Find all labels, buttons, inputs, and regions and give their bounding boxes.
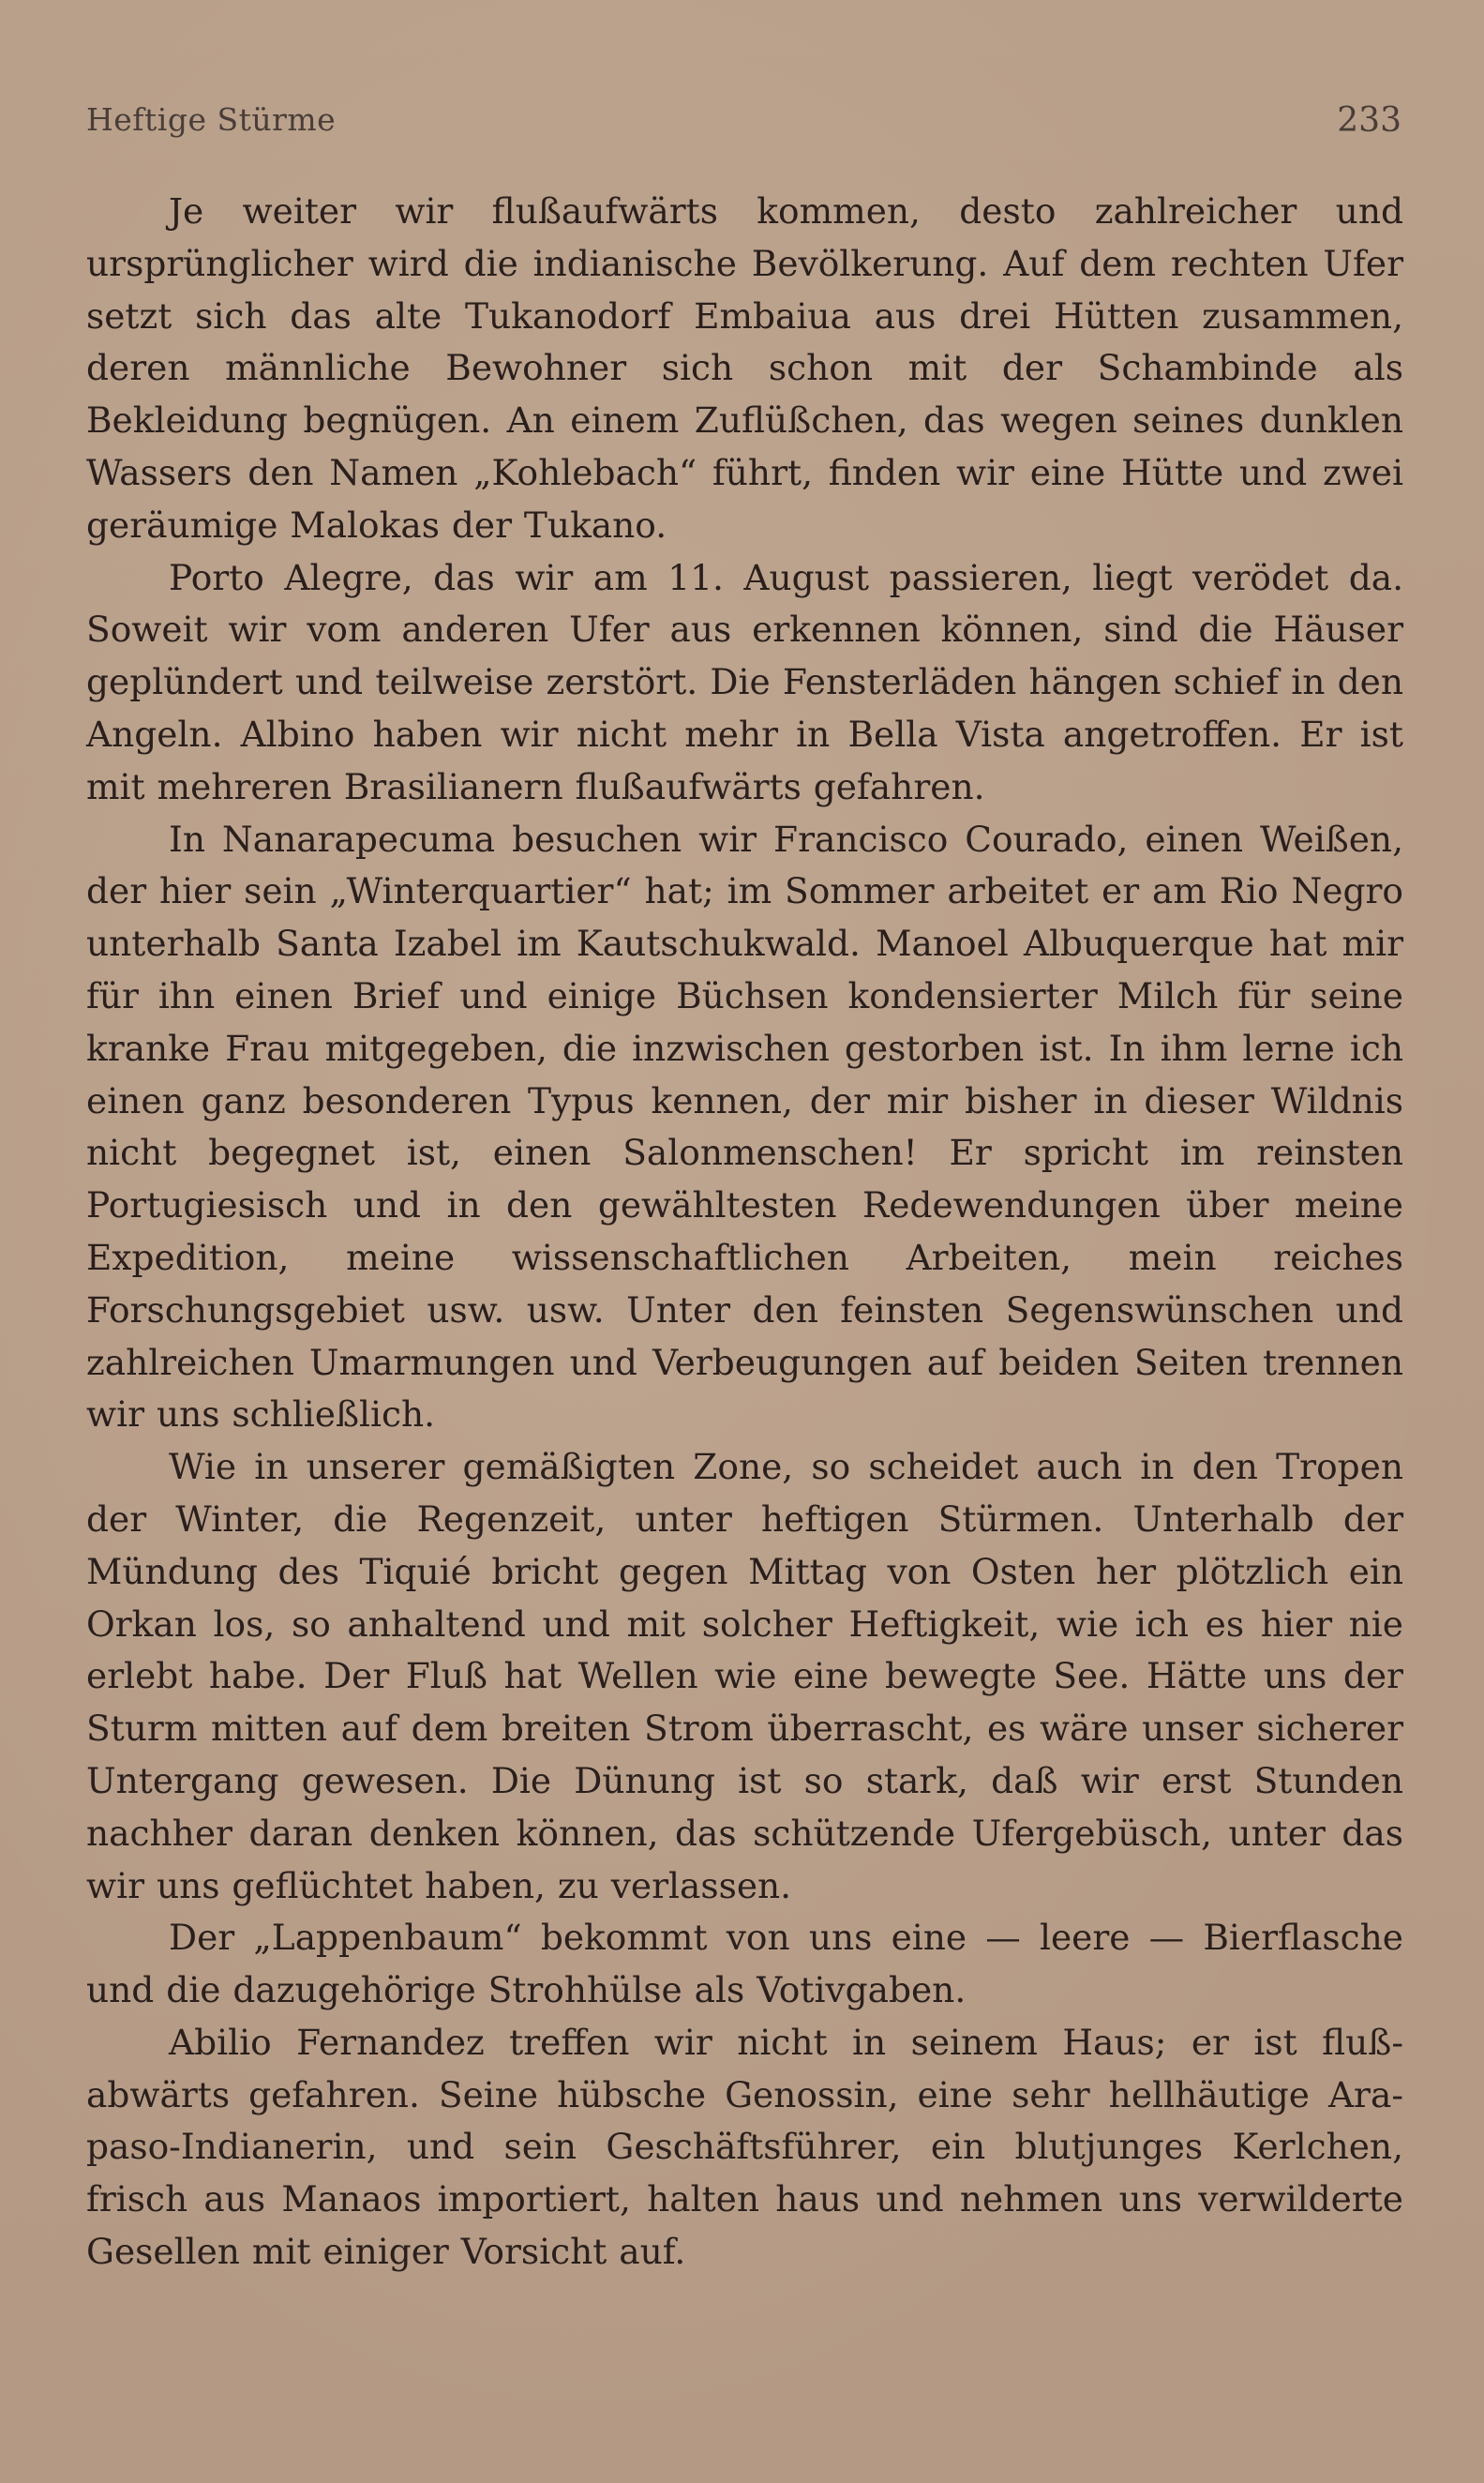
body-text: [86, 186, 1403, 2279]
running-head: [86, 101, 1402, 148]
paragraph: Je weiter wir flußaufwärts kommen, desto zahlreicher und ursprünglicher wird die indianische Bevölkerung. Auf dem rechten Ufer setzt sich das alte Tukanodorf Embaiua aus drei Hütten zusammen, deren männliche Bewohner sich schon mit der Schambinde als Bekleidung begnügen. An einem Zuflüßchen, das wegen seines dunklen Wassers den Namen „Kohlebach“ führt, finden wir eine Hütte und zwei geräumige Malokas der Tukano.: [86, 190, 1403, 546]
running-title: Heftige Stürme: [86, 101, 337, 138]
paragraph: Der „Lappenbaum“ bekommt von uns eine — leere — Bierflasche und die dazugehörige Strohhülse als Votivgaben.: [86, 1917, 1403, 2011]
paragraph: In Nanarapecuma besuchen wir Francisco Courado, einen Weißen, der hier sein „Winterquartier“ hat; im Sommer arbeitet er am Rio Negro unterhalb Santa Izabel im Kautschukwald. Manoel Albuquerque hat mir für ihn einen Brief und einige Büchsen kondensierter Milch für seine kranke Frau mitgegeben, die inzwischen gestorben ist. In ihm lerne ich einen ganz besonderen Typus kennen, der mir bisher in dieser Wildnis nicht begegnet ist, einen Salonmenschen! Er spricht im reinsten Portugiesisch und in den gewähltesten Redewendungen über meine Expedition, meine wissenschaftlichen Arbeiten, mein reiches Forschungsgebiet usw. usw. Unter den feinsten Segenswünschen und zahlreichen Umarmungen und Verbeugungen auf beiden Seiten trennen wir uns schließlich.: [86, 818, 1403, 1436]
paragraph: Abilio Fernandez treffen wir nicht in seinem Haus; er ist flußabwärts gefahren. Seine hübsche Genossin, eine sehr hellhäutige Arapaso-Indianerin, und sein Geschäftsführer, ein blutjunges Kerlchen, frisch aus Manaos importiert, halten haus und nehmen uns verwilderte Gesellen mit einiger Vorsicht auf.: [86, 2021, 1403, 2273]
paragraph: Porto Alegre, das wir am 11. August passieren, liegt verödet da. Soweit wir vom anderen Ufer aus erkennen können, sind die Häuser geplündert und teilweise zerstört. Die Fensterläden hängen schief in den Angeln. Albino haben wir nicht mehr in Bella Vista angetroffen. Er ist mit mehreren Brasilianern flußaufwärts gefahren.: [86, 556, 1403, 807]
page-number: 233: [1337, 101, 1402, 140]
paragraph: Wie in unserer gemäßigten Zone, so scheidet auch in den Tropen der Winter, die Regenzeit, unter heftigen Stürmen. Unterhalb der Mündung des Tiquié bricht gegen Mittag von Osten her plötzlich ein Orkan los, so anhaltend und mit solcher Heftigkeit, wie ich es hier nie erlebt habe. Der Fluß hat Wellen wie eine bewegte See. Hätte uns der Sturm mitten auf dem breiten Strom überrascht, es wäre unser sicherer Untergang gewesen. Die Dünung ist so stark, daß wir erst Stunden nachher daran denken können, das schützende Ufergebüsch, unter das wir uns geflüchtet haben, zu verlassen.: [86, 1446, 1403, 1906]
